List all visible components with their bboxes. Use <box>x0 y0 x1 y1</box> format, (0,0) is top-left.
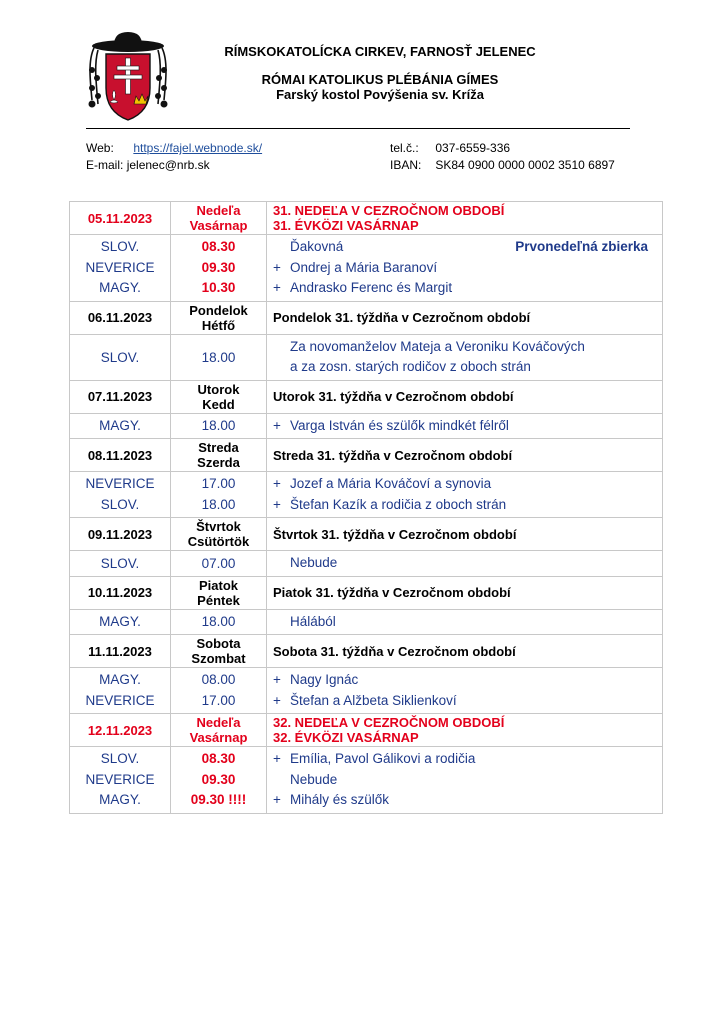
mass-time: 08.30 <box>201 239 236 254</box>
iban-value: SK84 0900 0000 0002 3510 6897 <box>435 158 615 172</box>
mass-intention <box>267 258 662 279</box>
day-title: Streda 31. týždňa v Cezročnom období <box>267 439 663 472</box>
day-date: 10.11.2023 <box>70 576 171 609</box>
mass-intention <box>267 337 662 358</box>
intention-prefix: + <box>273 476 281 491</box>
intention-prefix <box>273 770 290 791</box>
parish-name-sk: RÍMSKOKATOLÍCKA CIRKEV, FARNOSŤ JELENEC <box>224 44 536 59</box>
church-name: Farský kostol Povýšenia sv. Kríža <box>276 87 484 102</box>
day-title: Štvrtok 31. týždňa v Cezročnom období <box>267 518 663 551</box>
day-name <box>171 202 267 235</box>
mass-place: SLOV. <box>70 551 171 577</box>
intention-text: Štefan Kazík a rodičia z oboch strán <box>290 496 507 512</box>
mass-time: 18.00 <box>171 609 267 635</box>
day-name-sk: Štvrtok <box>196 519 241 534</box>
mass-intention <box>267 237 662 258</box>
web-link[interactable]: https://fajel.webnode.sk/ <box>133 141 263 155</box>
day-name-hu: Vasárnap <box>189 730 248 745</box>
contact-email <box>86 157 210 173</box>
day-name-sk: Sobota <box>196 636 241 651</box>
intention-text: Emília, Pavol Gálikovi a rodičia <box>290 751 476 766</box>
mass-time: 09.30 <box>201 771 236 787</box>
day-title: Piatok 31. týždňa v Cezročnom období <box>267 576 663 609</box>
mass-time: 18.00 <box>201 496 236 512</box>
mass-places <box>70 472 171 518</box>
day-date: 06.11.2023 <box>70 301 171 334</box>
day-title-hu: 32. ÉVKÖZI VASÁRNAP <box>273 730 419 745</box>
mass-row <box>70 235 663 302</box>
day-name <box>171 439 267 472</box>
day-name-hu: Szerda <box>197 455 240 470</box>
mass-intentions <box>267 235 663 302</box>
day-title <box>267 714 663 747</box>
mass-place: NEVERICE <box>85 476 155 491</box>
mass-place: SLOV. <box>100 239 140 254</box>
intention-prefix: + <box>273 259 281 275</box>
mass-intention-cont <box>267 357 662 378</box>
day-name-hu: Hétfő <box>201 317 236 333</box>
mass-intention <box>267 770 662 791</box>
mass-place: MAGY. <box>99 672 141 687</box>
mass-places <box>70 668 171 714</box>
header-divider <box>86 128 630 129</box>
mass-row <box>70 334 663 380</box>
mass-time: 17.00 <box>201 476 236 491</box>
day-name-sk: Nedeľa <box>196 203 241 218</box>
mass-intention <box>267 474 662 495</box>
web-label: Web: <box>86 141 114 155</box>
day-row <box>70 202 663 235</box>
day-row <box>70 380 663 413</box>
contact-web <box>86 140 262 156</box>
day-title-hu: 31. ÉVKÖZI VASÁRNAP <box>273 218 419 233</box>
email-label: E-mail: <box>86 158 124 172</box>
parish-name-hu: RÓMAI KATOLIKUS PLÉBÁNIA GÍMES <box>261 72 499 87</box>
mass-place: SLOV. <box>100 751 140 766</box>
day-title: Utorok 31. týždňa v Cezročnom období <box>267 380 663 413</box>
day-name-hu: Péntek <box>197 592 240 608</box>
day-row <box>70 635 663 668</box>
mass-place: NEVERICE <box>85 692 155 708</box>
day-row <box>70 439 663 472</box>
mass-times <box>171 235 267 302</box>
day-name <box>171 635 267 668</box>
mass-places <box>70 747 171 814</box>
intention-text: Ondrej a Mária Baranoví <box>290 259 438 275</box>
intention-text-cont: a za zosn. starých rodičov z oboch strán <box>290 359 531 374</box>
day-title-sk: 31. NEDEĽA V CEZROČNOM OBDOBÍ <box>273 203 505 218</box>
mass-places <box>70 235 171 302</box>
day-name-hu: Csütörtök <box>187 534 250 549</box>
mass-row <box>70 609 663 635</box>
mass-time: 09.30 <box>201 259 236 275</box>
mass-intentions <box>267 413 663 439</box>
mass-time: 18.00 <box>171 334 267 380</box>
intention-text: Hálából <box>290 613 336 629</box>
mass-intention <box>267 790 662 811</box>
mass-place: SLOV. <box>70 334 171 380</box>
day-name-hu: Vasárnap <box>189 218 248 233</box>
intention-prefix: + <box>273 496 281 512</box>
day-title: Sobota 31. týždňa v Cezročnom období <box>267 635 663 668</box>
mass-intention <box>267 670 662 691</box>
day-row <box>70 714 663 747</box>
intention-text: Štefan a Alžbeta Siklienkoví <box>290 692 457 708</box>
intention-prefix <box>273 337 290 358</box>
contact-tel <box>390 140 510 156</box>
intention-text: Ďakovná <box>290 239 344 254</box>
day-row <box>70 518 663 551</box>
mass-row <box>70 472 663 518</box>
intention-text: Andrasko Ferenc és Margit <box>290 280 453 295</box>
day-name-sk: Nedeľa <box>196 715 241 730</box>
intention-text: Jozef a Mária Kováčoví a synovia <box>290 476 492 491</box>
mass-time: 18.00 <box>171 413 267 439</box>
mass-intention <box>267 553 662 574</box>
mass-place: SLOV. <box>100 496 140 512</box>
day-title: Pondelok 31. týždňa v Cezročnom období <box>267 301 663 334</box>
mass-intention <box>267 691 662 712</box>
day-name <box>171 518 267 551</box>
mass-time: 08.30 <box>201 751 236 766</box>
day-name-sk: Utorok <box>197 381 240 397</box>
mass-times <box>171 747 267 814</box>
mass-place: MAGY. <box>99 280 141 295</box>
collection-note: Prvonedeľná zbierka <box>515 239 648 254</box>
mass-intentions <box>267 668 663 714</box>
intention-text: Varga István és szülők mindkét félről <box>290 417 509 433</box>
intention-text: Nebude <box>290 555 338 570</box>
day-title-sk: 32. NEDEĽA V CEZROČNOM OBDOBÍ <box>273 715 505 730</box>
mass-intentions <box>267 609 663 635</box>
day-name <box>171 380 267 413</box>
mass-intention <box>267 278 662 299</box>
mass-intention <box>267 495 662 516</box>
intention-prefix: + <box>273 280 281 295</box>
mass-intentions <box>267 747 663 814</box>
mass-row <box>70 551 663 577</box>
coat-of-arms-icon <box>86 30 170 124</box>
day-row <box>70 576 663 609</box>
mass-place: MAGY. <box>70 413 171 439</box>
day-date: 08.11.2023 <box>70 439 171 472</box>
intention-prefix: + <box>273 751 281 766</box>
mass-times <box>171 472 267 518</box>
day-date: 05.11.2023 <box>70 202 171 235</box>
day-name-hu: Szombat <box>191 651 246 666</box>
day-date: 12.11.2023 <box>70 714 171 747</box>
mass-time: 08.00 <box>201 672 236 687</box>
mass-times <box>171 668 267 714</box>
mass-intentions <box>267 551 663 577</box>
day-name-hu: Kedd <box>202 396 235 412</box>
parish-logo <box>86 30 170 124</box>
mass-intention <box>267 612 662 633</box>
day-name-sk: Pondelok <box>189 302 248 318</box>
day-date: 07.11.2023 <box>70 380 171 413</box>
intention-prefix <box>273 553 290 574</box>
tel-label: tel.č.: <box>390 141 419 155</box>
day-name-sk: Streda <box>198 440 239 455</box>
mass-time: 07.00 <box>171 551 267 577</box>
day-row <box>70 301 663 334</box>
intention-text: Za novomanželov Mateja a Veroniku Kováčových <box>290 338 585 354</box>
mass-row <box>70 668 663 714</box>
mass-time: 09.30 !!!! <box>190 792 247 807</box>
intention-prefix: + <box>273 672 281 687</box>
tel-value: 037-6559-336 <box>435 141 511 155</box>
day-name <box>171 301 267 334</box>
mass-intention <box>267 416 662 437</box>
intention-text: Nebude <box>290 771 338 787</box>
mass-time: 10.30 <box>201 280 236 295</box>
mass-place: NEVERICE <box>85 259 155 275</box>
intention-text: Mihály és szülők <box>290 792 390 807</box>
mass-intentions <box>267 472 663 518</box>
email-value: jelenec@nrb.sk <box>126 158 210 172</box>
intention-prefix: + <box>273 417 281 433</box>
mass-row <box>70 413 663 439</box>
intention-prefix: + <box>273 792 281 807</box>
intention-text: Nagy Ignác <box>290 672 359 687</box>
day-name <box>171 576 267 609</box>
intention-prefix <box>273 612 290 633</box>
day-title <box>267 202 663 235</box>
mass-intentions <box>267 334 663 380</box>
intention-prefix <box>273 237 290 258</box>
day-date: 09.11.2023 <box>70 518 171 551</box>
mass-time: 17.00 <box>201 692 236 708</box>
mass-place: NEVERICE <box>85 771 155 787</box>
mass-place: MAGY. <box>99 792 141 807</box>
mass-row <box>70 747 663 814</box>
mass-place: MAGY. <box>70 609 171 635</box>
mass-intention <box>267 749 662 770</box>
iban-label: IBAN: <box>390 158 422 172</box>
day-name <box>171 714 267 747</box>
contact-iban <box>390 157 615 173</box>
day-name-sk: Piatok <box>198 577 238 593</box>
mass-schedule-table <box>69 201 663 814</box>
intention-prefix: + <box>273 692 281 708</box>
day-date: 11.11.2023 <box>70 635 171 668</box>
